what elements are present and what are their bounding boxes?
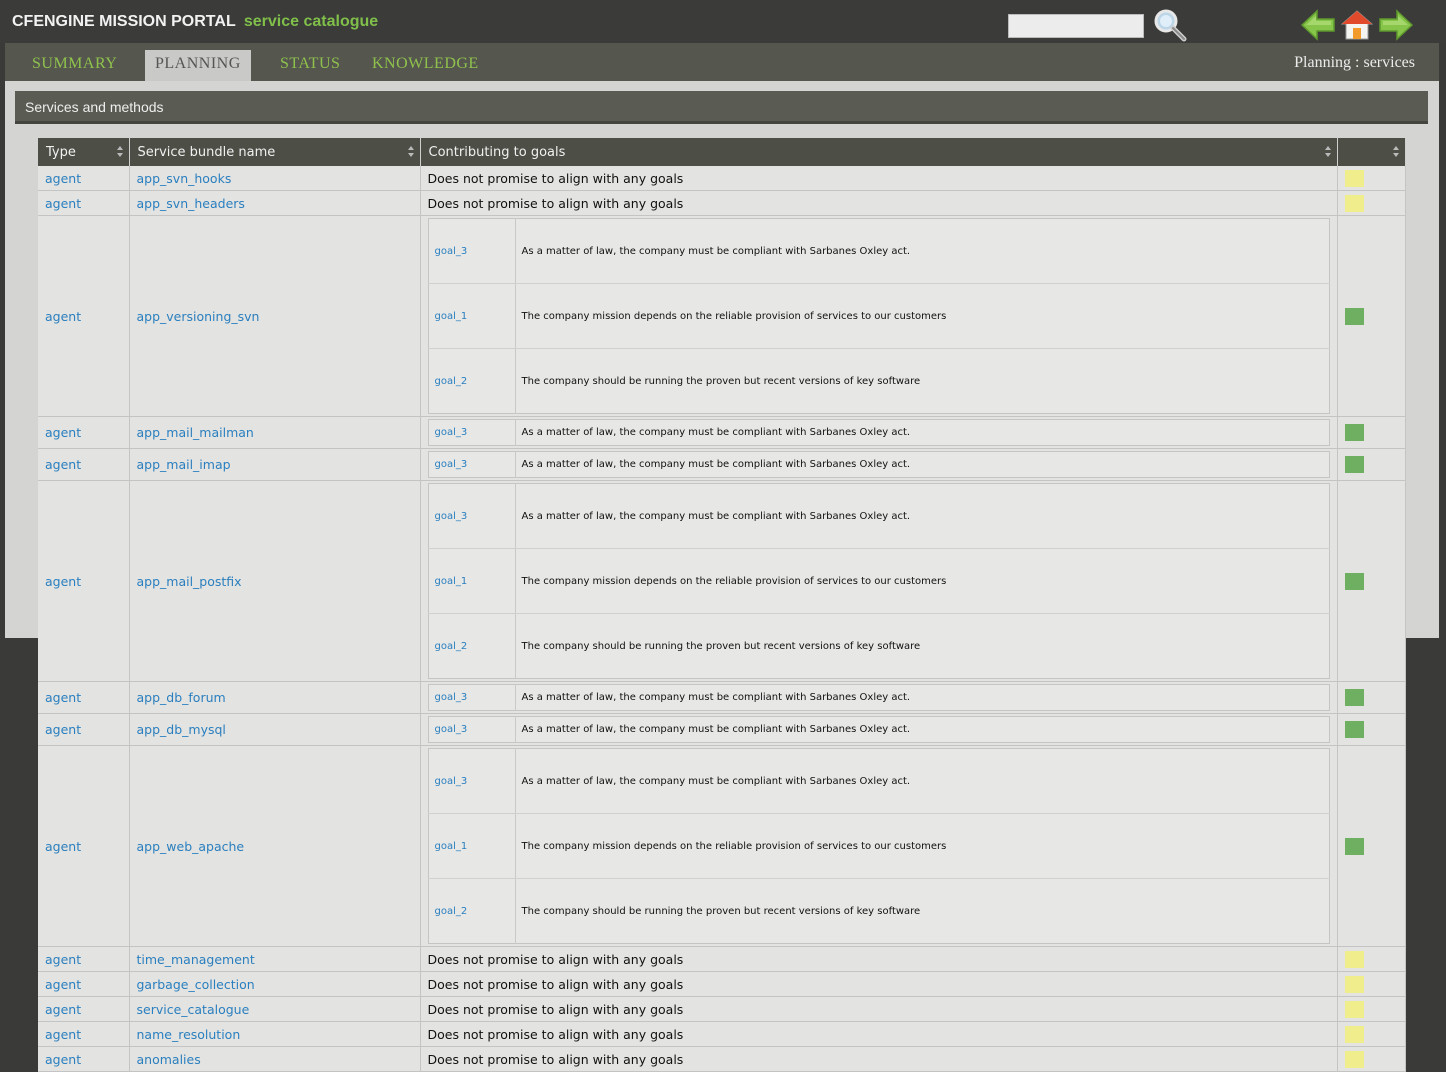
status-indicator	[1345, 573, 1364, 590]
status-cell	[1337, 166, 1405, 191]
service-bundle-cell	[129, 1022, 420, 1047]
goals-list	[428, 684, 1330, 711]
type-cell	[38, 682, 129, 714]
goals-cell	[420, 746, 1337, 947]
type-link[interactable]: agent	[45, 425, 82, 440]
goals-list	[428, 716, 1330, 743]
goal-row	[428, 749, 1329, 814]
goal-description: As a matter of law, the company must be compliant with Sarbanes Oxley act.	[521, 724, 911, 735]
service-bundle-cell	[129, 449, 420, 481]
type-link[interactable]: agent	[45, 1001, 82, 1017]
status-indicator	[1345, 689, 1364, 706]
type-link[interactable]: agent	[45, 1026, 82, 1042]
panel-title: Services and methods	[25, 99, 164, 115]
goal-row	[428, 219, 1329, 284]
type-link[interactable]: agent	[45, 308, 82, 324]
status-cell	[1337, 191, 1405, 216]
goals-cell	[420, 1022, 1337, 1047]
arrow-right-icon[interactable]	[1378, 9, 1414, 41]
table-row	[38, 714, 1405, 746]
status-indicator	[1345, 195, 1364, 212]
goal-description: The company should be running the proven but recent versions of key software	[521, 905, 921, 917]
services-table	[38, 138, 1406, 1072]
sort-icon	[408, 146, 414, 157]
goals-cell	[420, 997, 1337, 1022]
type-cell	[38, 191, 129, 216]
no-goal-text: Does not promise to align with any goals	[427, 170, 684, 186]
service-bundle-link[interactable]: app_mail_mailman	[136, 425, 254, 440]
status-cell	[1337, 1047, 1405, 1072]
service-bundle-cell	[129, 1047, 420, 1072]
goals-cell	[420, 1047, 1337, 1072]
search-input[interactable]	[1008, 14, 1144, 38]
table-row	[38, 746, 1405, 947]
table-row	[38, 191, 1405, 216]
service-bundle-link[interactable]: name_resolution	[136, 1026, 241, 1042]
goal-row	[428, 484, 1329, 549]
status-cell	[1337, 481, 1405, 682]
type-cell	[38, 1047, 129, 1072]
service-bundle-cell	[129, 166, 420, 191]
no-goal-text: Does not promise to align with any goals	[427, 1026, 684, 1042]
status-indicator	[1345, 1051, 1364, 1068]
goal-id-cell	[428, 484, 515, 549]
table-row	[38, 972, 1405, 997]
goals-cell	[420, 972, 1337, 997]
goals-list	[428, 748, 1330, 944]
goal-row	[428, 717, 1329, 743]
type-cell	[38, 449, 129, 481]
brand-title: CFENGINE MISSION PORTAL	[12, 13, 236, 30]
main-content	[5, 81, 1439, 1067]
status-indicator	[1345, 721, 1364, 738]
status-indicator	[1345, 424, 1364, 441]
goal-id-cell	[428, 219, 515, 284]
column-header-status[interactable]	[1337, 138, 1405, 166]
goal-description: As a matter of law, the company must be compliant with Sarbanes Oxley act.	[521, 459, 911, 470]
type-link[interactable]: agent	[45, 195, 82, 211]
service-bundle-link[interactable]: app_db_mysql	[136, 722, 226, 737]
service-bundle-link[interactable]: app_db_forum	[136, 690, 226, 705]
goal-id-cell	[428, 717, 515, 743]
goal-row	[428, 284, 1329, 349]
no-goal-text: Does not promise to align with any goals	[427, 976, 684, 992]
type-cell	[38, 216, 129, 417]
table-row	[38, 682, 1405, 714]
status-cell	[1337, 682, 1405, 714]
type-cell	[38, 1022, 129, 1047]
goal-description: The company mission depends on the reliable provision of services to our customers	[515, 549, 1329, 614]
column-header-contributing-to-goals[interactable]	[420, 138, 1337, 166]
service-bundle-cell	[129, 682, 420, 714]
service-bundle-link[interactable]: app_mail_postfix	[136, 573, 242, 589]
type-cell	[38, 417, 129, 449]
status-indicator	[1345, 170, 1364, 187]
goals-list	[428, 451, 1330, 478]
status-cell	[1337, 746, 1405, 947]
service-bundle-link[interactable]: app_svn_headers	[136, 195, 245, 211]
goal-row	[428, 879, 1329, 944]
table-row	[38, 417, 1405, 449]
goal-id-cell	[428, 284, 515, 349]
table-body	[38, 166, 1405, 1072]
table-row	[38, 947, 1405, 972]
goal-description: As a matter of law, the company must be compliant with Sarbanes Oxley act.	[515, 219, 1329, 284]
goal-row	[428, 814, 1329, 879]
status-cell	[1337, 997, 1405, 1022]
goals-cell	[420, 191, 1337, 216]
service-bundle-cell	[129, 972, 420, 997]
goal-id-cell	[428, 420, 515, 446]
column-label: Type	[46, 144, 76, 160]
no-goal-text: Does not promise to align with any goals	[427, 951, 684, 967]
type-cell	[38, 746, 129, 947]
goal-link[interactable]: goal_1	[434, 840, 468, 852]
type-link[interactable]: agent	[45, 951, 82, 967]
type-cell	[38, 166, 129, 191]
status-cell	[1337, 449, 1405, 481]
goal-id-cell	[428, 452, 515, 478]
status-cell	[1337, 714, 1405, 746]
breadcrumb: Planning : services	[1294, 54, 1415, 71]
type-link[interactable]: agent	[45, 1051, 82, 1067]
goal-id-cell	[428, 685, 515, 711]
tab-knowledge[interactable]: KNOWLEDGE	[372, 55, 479, 72]
goals-cell	[420, 417, 1337, 449]
tab-bar	[5, 43, 1439, 81]
type-link[interactable]: agent	[45, 170, 82, 186]
goal-description: The company should be running the proven but recent versions of key software	[521, 640, 921, 652]
goal-link[interactable]: goal_3	[434, 459, 468, 470]
service-bundle-cell	[129, 417, 420, 449]
type-link[interactable]: agent	[45, 573, 82, 589]
magnifier-icon[interactable]	[1152, 8, 1188, 42]
sort-icon	[1325, 146, 1331, 157]
goal-id-cell	[428, 879, 515, 944]
service-bundle-link[interactable]: app_web_apache	[136, 838, 245, 854]
goals-cell	[420, 682, 1337, 714]
type-cell	[38, 947, 129, 972]
tab-planning[interactable]: PLANNING	[145, 50, 251, 81]
type-cell	[38, 972, 129, 997]
goals-list	[428, 419, 1330, 446]
goal-id-cell	[428, 349, 515, 414]
table-row	[38, 216, 1405, 417]
service-bundle-cell	[129, 746, 420, 947]
goal-link[interactable]: goal_1	[434, 310, 468, 322]
goal-link[interactable]: goal_3	[434, 724, 468, 735]
arrow-left-icon[interactable]	[1300, 9, 1336, 41]
home-icon[interactable]	[1341, 9, 1373, 41]
goal-row	[428, 349, 1329, 414]
service-bundle-link[interactable]: garbage_collection	[136, 976, 255, 992]
service-bundle-link[interactable]: anomalies	[136, 1051, 201, 1067]
status-indicator	[1345, 976, 1364, 993]
status-indicator	[1345, 456, 1364, 473]
type-cell	[38, 481, 129, 682]
status-indicator	[1345, 1001, 1364, 1018]
column-header-service-bundle-name[interactable]	[129, 138, 420, 166]
table-row	[38, 166, 1405, 191]
goals-cell	[420, 449, 1337, 481]
goal-link[interactable]: goal_2	[434, 640, 468, 652]
status-cell	[1337, 947, 1405, 972]
goals-cell	[420, 947, 1337, 972]
service-bundle-cell	[129, 216, 420, 417]
goals-cell	[420, 166, 1337, 191]
type-cell	[38, 714, 129, 746]
type-link[interactable]: agent	[45, 457, 82, 472]
goal-link[interactable]: goal_2	[434, 375, 468, 387]
type-link[interactable]: agent	[45, 690, 82, 705]
brand-subtitle: service catalogue	[243, 13, 379, 30]
service-bundle-cell	[129, 191, 420, 216]
goal-id-cell	[428, 549, 515, 614]
service-bundle-link[interactable]: time_management	[136, 951, 255, 967]
service-bundle-cell	[129, 714, 420, 746]
top-bar	[0, 0, 1446, 43]
goal-description: The company should be running the proven but recent versions of key software	[521, 375, 921, 387]
type-link[interactable]: agent	[45, 722, 82, 737]
goal-description: The company mission depends on the reliable provision of services to our customers	[515, 814, 1329, 879]
goal-link[interactable]: goal_3	[434, 427, 468, 438]
sort-icon	[117, 146, 123, 157]
goals-list	[428, 218, 1330, 414]
status-indicator	[1345, 951, 1364, 968]
goal-link[interactable]: goal_3	[434, 245, 468, 257]
goal-description: As a matter of law, the company must be compliant with Sarbanes Oxley act.	[521, 692, 911, 703]
no-goal-text: Does not promise to align with any goals	[427, 1001, 684, 1017]
goal-id-cell	[428, 749, 515, 814]
type-cell	[38, 997, 129, 1022]
status-cell	[1337, 972, 1405, 997]
status-indicator	[1345, 1026, 1364, 1043]
type-link[interactable]: agent	[45, 838, 82, 854]
goals-cell	[420, 216, 1337, 417]
goal-link[interactable]: goal_3	[434, 510, 468, 522]
service-bundle-link[interactable]: app_versioning_svn	[136, 308, 260, 324]
table-row	[38, 1022, 1405, 1047]
goal-row	[428, 685, 1329, 711]
goal-link[interactable]: goal_3	[434, 692, 468, 703]
column-header-type[interactable]	[38, 138, 129, 166]
panel-header	[15, 91, 1428, 124]
no-goal-text: Does not promise to align with any goals	[427, 195, 684, 211]
goal-description: As a matter of law, the company must be compliant with Sarbanes Oxley act.	[515, 749, 1329, 814]
status-cell	[1337, 216, 1405, 417]
goals-list	[428, 483, 1330, 679]
service-bundle-link[interactable]: service_catalogue	[136, 1001, 250, 1017]
goal-row	[428, 549, 1329, 614]
app-brand	[12, 13, 378, 31]
service-bundle-cell	[129, 947, 420, 972]
service-bundle-link[interactable]: app_mail_imap	[136, 457, 231, 472]
tab-summary[interactable]: SUMMARY	[32, 55, 118, 72]
type-link[interactable]: agent	[45, 976, 82, 992]
service-bundle-link[interactable]: app_svn_hooks	[136, 170, 232, 186]
goal-row	[428, 452, 1329, 478]
service-bundle-cell	[129, 997, 420, 1022]
table-row	[38, 449, 1405, 481]
goal-description: As a matter of law, the company must be compliant with Sarbanes Oxley act.	[521, 427, 911, 438]
goals-cell	[420, 481, 1337, 682]
goals-cell	[420, 714, 1337, 746]
tab-status[interactable]: STATUS	[280, 55, 341, 72]
goal-link[interactable]: goal_2	[434, 905, 468, 917]
table-row	[38, 481, 1405, 682]
status-indicator	[1345, 838, 1364, 855]
goal-id-cell	[428, 814, 515, 879]
sort-icon	[1393, 146, 1399, 157]
status-cell	[1337, 417, 1405, 449]
status-indicator	[1345, 308, 1364, 325]
goal-link[interactable]: goal_3	[434, 775, 468, 787]
status-cell	[1337, 1022, 1405, 1047]
goal-link[interactable]: goal_1	[434, 575, 468, 587]
goal-id-cell	[428, 614, 515, 679]
table-row	[38, 997, 1405, 1022]
goal-description: The company mission depends on the reliable provision of services to our customers	[515, 284, 1329, 349]
service-bundle-cell	[129, 481, 420, 682]
column-label: Contributing to goals	[428, 144, 566, 160]
goal-row	[428, 614, 1329, 679]
goal-description: As a matter of law, the company must be compliant with Sarbanes Oxley act.	[515, 484, 1329, 549]
no-goal-text: Does not promise to align with any goals	[427, 1051, 684, 1067]
column-label: Service bundle name	[137, 144, 276, 160]
goal-row	[428, 420, 1329, 446]
table-row	[38, 1047, 1405, 1072]
